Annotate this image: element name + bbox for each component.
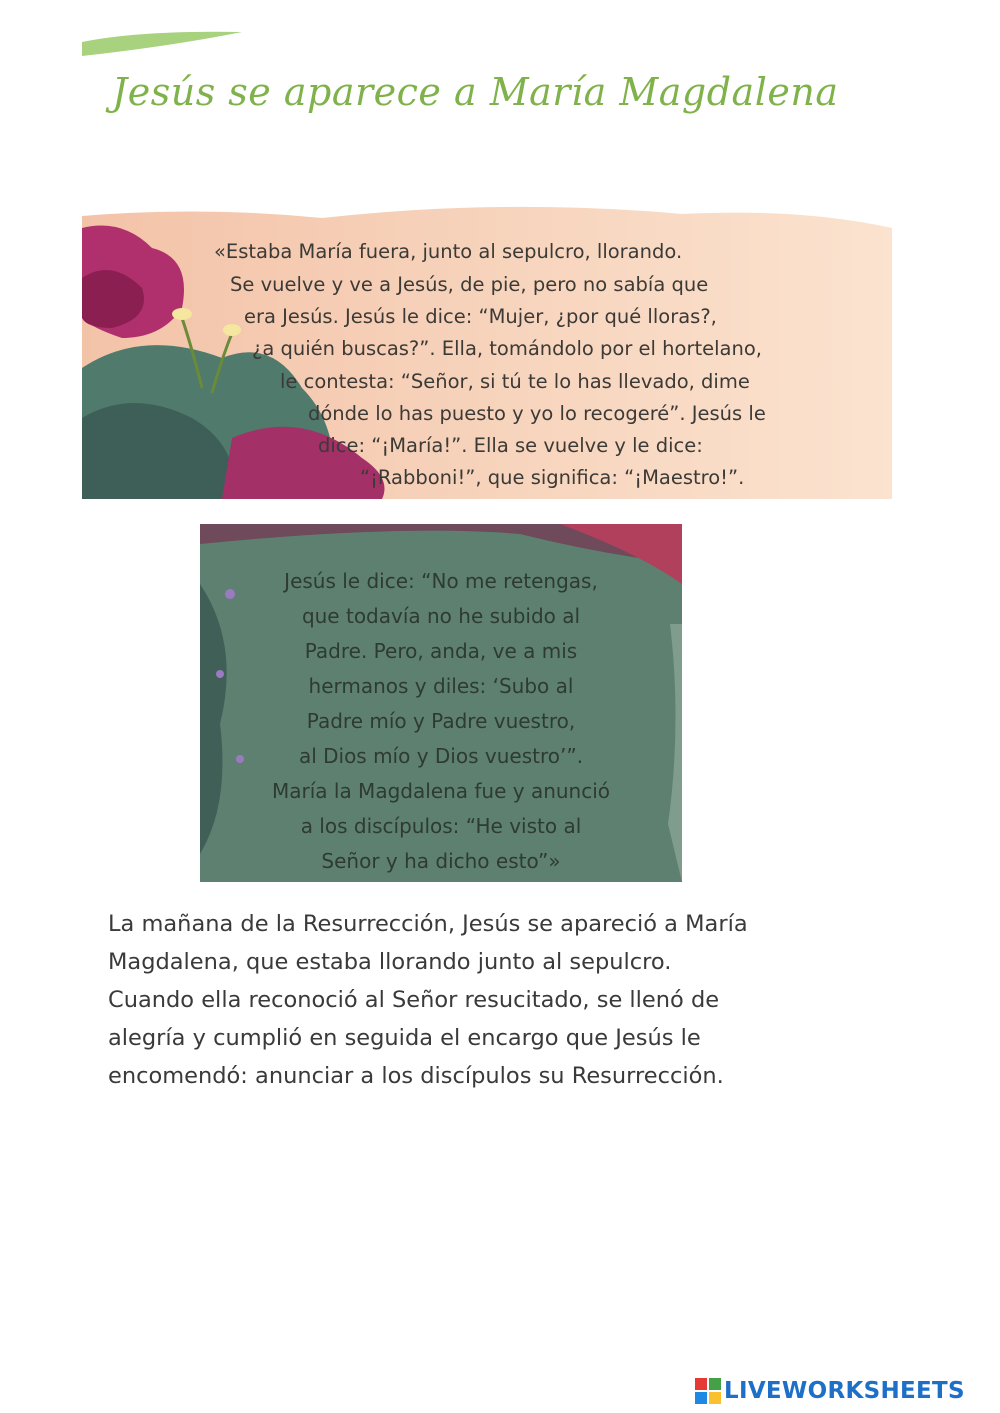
corner-leaf-decoration bbox=[82, 28, 242, 56]
passage-2-line: Padre mío y Padre vuestro, bbox=[306, 709, 576, 733]
passage-2-line: María la Magdalena fue y anunció bbox=[271, 779, 611, 803]
passage-1-line: era Jesús. Jesús le dice: “Mujer, ¿por qué lloras?, bbox=[244, 305, 717, 328]
passage-2-text bbox=[200, 564, 682, 879]
passage-panel-2 bbox=[200, 524, 682, 882]
passage-panel-1 bbox=[82, 188, 892, 499]
passage-2-line: que todavía no he subido al bbox=[301, 604, 581, 628]
summary-line: alegría y cumplió en seguida el encargo que Jesús le bbox=[108, 1025, 701, 1051]
passage-1-text bbox=[82, 188, 892, 499]
passage-2-line: al Dios mío y Dios vuestro’”. bbox=[298, 744, 584, 768]
passage-1-line: ¿a quién buscas?”. Ella, tomándolo por el hortelano, bbox=[252, 337, 762, 360]
passage-2-line: Señor y ha dicho esto”» bbox=[321, 849, 561, 873]
passage-1-line: «Estaba María fuera, junto al sepulcro, llorando. bbox=[214, 240, 683, 263]
page-title: Jesús se aparece a María Magdalena bbox=[112, 70, 839, 114]
passage-2-line: a los discípulos: “He visto al bbox=[300, 814, 582, 838]
liveworksheets-brand bbox=[695, 1378, 965, 1404]
passage-1-line: “¡Rabboni!”, que significa: “¡Maestro!”. bbox=[360, 466, 745, 489]
passage-2-line: Padre. Pero, anda, ve a mis bbox=[304, 639, 578, 663]
brand-name: LIVEWORKSHEETS bbox=[724, 1378, 965, 1404]
summary-line: La mañana de la Resurrección, Jesús se apareció a María bbox=[108, 911, 748, 937]
summary-paragraph bbox=[108, 905, 928, 1095]
passage-1-line: Se vuelve y ve a Jesús, de pie, pero no sabía que bbox=[230, 273, 709, 296]
summary-line: Cuando ella reconoció al Señor resucitado, se llenó de bbox=[108, 987, 720, 1013]
summary-line: encomendó: anunciar a los discípulos su Resurrección. bbox=[108, 1063, 724, 1089]
passage-1-line: dice: “¡María!”. Ella se vuelve y le dice: bbox=[318, 434, 703, 457]
passage-1-line: dónde lo has puesto y yo lo recogeré”. Jesús le bbox=[308, 402, 766, 425]
passage-2-line: Jesús le dice: “No me retengas, bbox=[284, 569, 598, 593]
passage-1-line: le contesta: “Señor, si tú te lo has llevado, dime bbox=[280, 370, 750, 393]
summary-line: Magdalena, que estaba llorando junto al sepulcro. bbox=[108, 949, 672, 975]
liveworksheets-logo-icon bbox=[695, 1378, 721, 1404]
passage-2-line: hermanos y diles: ‘Subo al bbox=[308, 674, 574, 698]
